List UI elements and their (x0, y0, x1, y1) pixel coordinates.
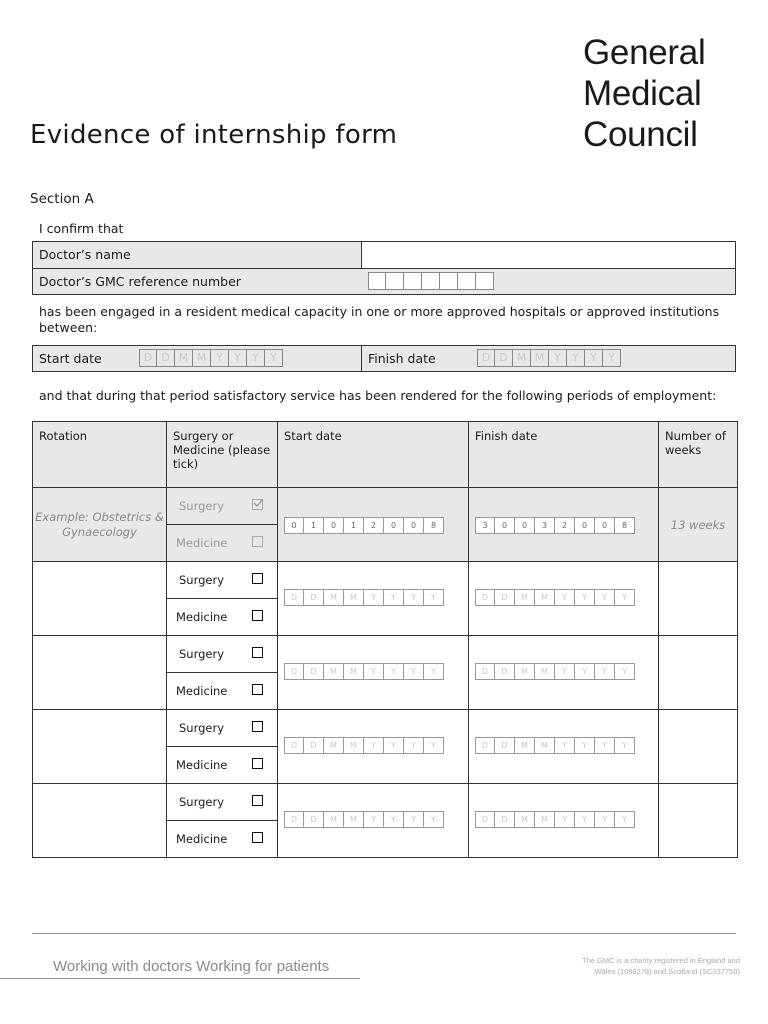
example-start-date: 0 1 0 1 2 0 0 8 (284, 517, 444, 534)
start-date-label: Start date (39, 351, 102, 366)
medicine-label: Medicine (176, 610, 228, 624)
surgery-label: Surgery (179, 647, 225, 661)
example-surgery-label: Surgery (179, 499, 225, 513)
start-date-cell (278, 562, 469, 636)
header-rotation: Rotation (33, 422, 167, 488)
rotation-field[interactable] (33, 710, 167, 784)
surgery-label: Surgery (179, 721, 225, 735)
example-weeks: 13 weeks (659, 488, 738, 562)
example-surgery-cell (167, 488, 278, 525)
surgery-checkbox[interactable] (252, 795, 263, 806)
confirm-text: I confirm that (39, 221, 124, 236)
engaged-text: has been engaged in a resident medical capacity in one or more approved hospitals or approved institutions between: (39, 304, 720, 335)
surgery-cell (167, 562, 278, 599)
finish-date-cell (469, 710, 659, 784)
medicine-cell (167, 747, 278, 784)
surgery-checkbox[interactable] (252, 721, 263, 732)
rotation-field[interactable] (33, 562, 167, 636)
weeks-field[interactable] (659, 562, 738, 636)
surgery-checkbox[interactable] (252, 647, 263, 658)
medicine-checkbox[interactable] (252, 758, 263, 769)
employment-row (33, 636, 738, 673)
finish-date-cell (469, 562, 659, 636)
example-rotation: Example: Obstetrics & Gynaecology (33, 488, 167, 562)
checkmark-icon (253, 498, 263, 508)
doctor-details-table (32, 241, 736, 295)
header-start: Start date (278, 422, 469, 488)
finish-date-field[interactable]: D D M M Y Y Y Y (475, 737, 635, 754)
medicine-cell (167, 821, 278, 858)
finish-date-cell (469, 636, 659, 710)
surgery-checkbox[interactable] (252, 573, 263, 584)
medicine-cell (167, 673, 278, 710)
surgery-label: Surgery (179, 795, 225, 809)
employment-row (33, 562, 738, 599)
example-row (33, 488, 738, 525)
example-medicine-label: Medicine (176, 536, 228, 550)
overall-dates-table (32, 345, 736, 372)
example-medicine-cell (167, 525, 278, 562)
weeks-field[interactable] (659, 784, 738, 858)
example-medicine-checkbox (252, 536, 263, 547)
overall-finish-date-field[interactable]: D D M M Y Y Y Y (477, 349, 621, 367)
footer-slogan: Working with doctors Working for patients (53, 958, 330, 975)
overall-start-date-field[interactable]: D D M M Y Y Y Y (139, 349, 283, 367)
medicine-label: Medicine (176, 758, 228, 772)
finish-date-field[interactable]: D D M M Y Y Y Y (475, 589, 635, 606)
medicine-checkbox[interactable] (252, 610, 263, 621)
logo-line-3: Council (583, 115, 698, 154)
medicine-checkbox[interactable] (252, 684, 263, 695)
rotation-field[interactable] (33, 784, 167, 858)
start-date-cell (278, 784, 469, 858)
doctor-name-label: Doctor’s name (39, 247, 131, 262)
footer-divider (32, 933, 736, 934)
finish-date-field[interactable]: D D M M Y Y Y Y (475, 811, 635, 828)
medicine-label: Medicine (176, 832, 228, 846)
header-type: Surgery or Medicine (please tick) (167, 422, 278, 488)
header-weeks: Number of weeks (659, 422, 738, 488)
gmc-row (33, 269, 735, 294)
logo-line-2: Medical (583, 74, 702, 113)
doctor-name-field[interactable] (361, 242, 735, 269)
finish-date-field[interactable]: D D M M Y Y Y Y (475, 663, 635, 680)
weeks-field[interactable] (659, 636, 738, 710)
medicine-label: Medicine (176, 684, 228, 698)
gmc-number-field[interactable] (368, 272, 494, 290)
start-date-field[interactable]: D D M M Y Y Y Y (284, 663, 444, 680)
employment-table (32, 421, 738, 858)
example-finish-cell (469, 488, 659, 562)
example-start-cell (278, 488, 469, 562)
section-heading: Section A (30, 191, 94, 207)
finish-date-label: Finish date (368, 351, 436, 366)
logo-line-1: General (583, 33, 706, 72)
weeks-field[interactable] (659, 710, 738, 784)
start-date-field[interactable]: D D M M Y Y Y Y (284, 811, 444, 828)
doctor-name-label-cell (33, 242, 362, 269)
start-date-cell (278, 636, 469, 710)
start-date-field[interactable]: D D M M Y Y Y Y (284, 589, 444, 606)
employment-row (33, 710, 738, 747)
example-finish-date: 3 0 0 3 2 0 0 8 (475, 517, 635, 534)
charity-notice: The GMC is a charity registered in England and Wales (1089278) and Scotland (SC037750) (582, 956, 740, 976)
slogan-underline (0, 978, 360, 979)
medicine-checkbox[interactable] (252, 832, 263, 843)
surgery-cell (167, 710, 278, 747)
gmc-label: Doctor’s GMC reference number (39, 274, 241, 289)
start-date-field[interactable]: D D M M Y Y Y Y (284, 737, 444, 754)
rotation-field[interactable] (33, 636, 167, 710)
period-text: and that during that period satisfactory service has been rendered for the following periods of employment: (39, 388, 717, 403)
employment-row (33, 784, 738, 821)
finish-date-cell (469, 784, 659, 858)
header-finish: Finish date (469, 422, 659, 488)
gmc-logo (583, 33, 705, 156)
surgery-cell (167, 784, 278, 821)
start-date-cell (278, 710, 469, 784)
surgery-label: Surgery (179, 573, 225, 587)
medicine-cell (167, 599, 278, 636)
table-header-row (33, 422, 738, 488)
surgery-cell (167, 636, 278, 673)
example-surgery-checkbox (252, 499, 263, 510)
page-title: Evidence of internship form (30, 120, 398, 150)
